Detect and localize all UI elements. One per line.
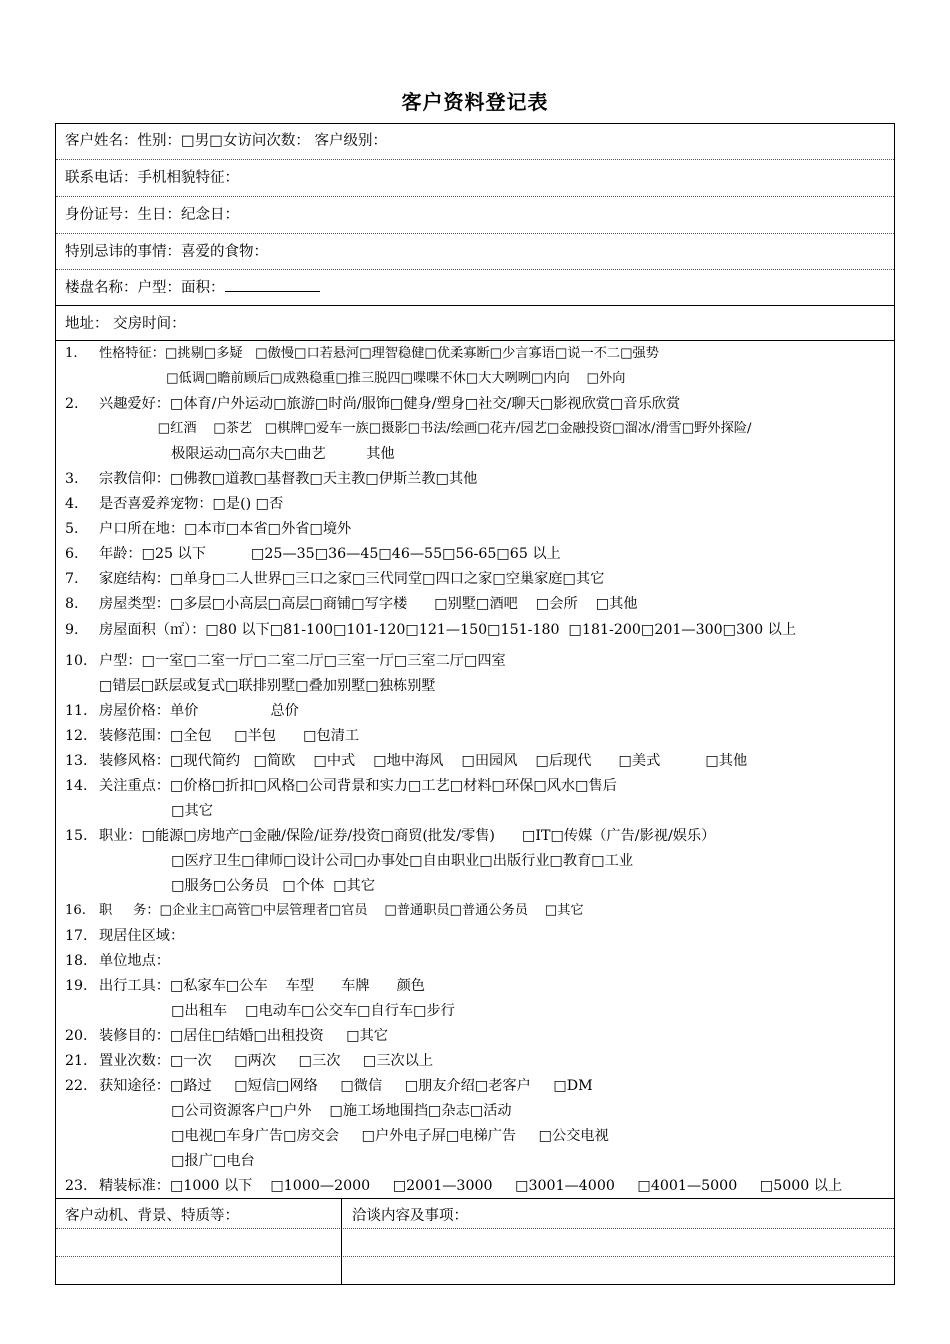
question-text: □低调□瞻前顾后□成熟稳重□推三脱四□喋喋不休□大大咧咧□内向 □外向	[99, 371, 626, 386]
header-row-taboo[interactable]: 特别忌讳的事情：喜爱的食物：	[65, 244, 268, 260]
question-text: 宗教信仰：□佛教□道教□基督教□天主教□伊斯兰教□其他	[99, 471, 478, 487]
question-line[interactable]	[65, 1074, 593, 1098]
question-line[interactable]	[65, 674, 436, 698]
question-text: 性格特征：□挑剔□多疑 □傲慢□口若悬河□理智稳健□优柔寡断□少言寡语□说一不二□强势	[99, 346, 659, 361]
question-line[interactable]	[65, 1124, 609, 1148]
question-line[interactable]	[65, 749, 747, 773]
question-text: 获知途径：□路过 □短信□网络 □微信 □朋友介绍□老客户 □DM	[99, 1078, 593, 1094]
question-text: □其它	[99, 803, 213, 819]
row-divider	[56, 269, 894, 270]
question-text: □电视□车身广告□房交会 □户外电子屏□电梯广告 □公交电视	[99, 1128, 609, 1144]
question-text: 职 务：□企业主□高管□中层管理者□官员 □普通职员□普通公务员 □其它	[99, 903, 584, 918]
question-text: 出行工具：□私家车□公车 车型 车牌 颜色	[99, 978, 425, 994]
question-line[interactable]	[65, 392, 680, 416]
question-text: □出租车 □电动车□公交车□自行车□步行	[99, 1003, 455, 1019]
question-line[interactable]	[65, 999, 455, 1023]
question-number: 3.	[65, 471, 79, 487]
question-line[interactable]	[65, 442, 395, 466]
question-line[interactable]	[65, 517, 351, 541]
question-text: 兴趣爱好：□体育/户外运动□旅游□时尚/服饰□健身/塑身□社交/聊天□影视欣赏□音乐欣赏	[99, 396, 681, 412]
question-number: 10.	[65, 653, 88, 669]
question-number: 19.	[65, 978, 88, 994]
question-line[interactable]	[65, 974, 425, 998]
area-underline[interactable]	[225, 277, 320, 292]
question-text: 户型：□一室□二室一厅□二室二厅□三室一厅□三室二厅□四室	[99, 653, 506, 669]
question-text: 家庭结构：□单身□二人世界□三口之家□三代同堂□四口之家□空巢家庭□其它	[99, 571, 605, 587]
question-text: 精装标准：□1000 以下 □1000—2000 □2001—3000 □3001—4000 □4001—5000 □5000 以上	[99, 1178, 843, 1194]
row-divider	[56, 159, 894, 160]
header-row-name[interactable]: 客户姓名：性别：□男□女访问次数： 客户级别：	[65, 133, 388, 149]
question-number: 6.	[65, 546, 79, 562]
question-number: 8.	[65, 596, 79, 612]
header-row-address[interactable]: 地址： 交房时间：	[65, 316, 186, 332]
notes-line	[56, 1228, 894, 1229]
question-line[interactable]	[65, 542, 561, 566]
question-text: 是否喜爱养宠物：□是() □否	[99, 496, 284, 512]
row-divider	[56, 340, 894, 341]
question-line[interactable]	[65, 699, 299, 723]
question-number: 12.	[65, 728, 88, 744]
question-line[interactable]	[65, 367, 625, 391]
question-text: 职业：□能源□房地产□金融/保险/证券/投资□商贸(批发/零售) □IT□传媒（广告/影视/娱乐）	[99, 828, 716, 844]
question-number: 16.	[65, 903, 86, 918]
question-number: 17.	[65, 928, 88, 944]
question-line[interactable]	[65, 592, 637, 616]
question-line[interactable]	[65, 1099, 512, 1123]
question-text: 装修风格：□现代简约 □简欧 □中式 □地中海风 □田园风 □后现代 □美式 □其他	[99, 753, 748, 769]
question-line[interactable]	[65, 799, 213, 823]
question-number: 4.	[65, 496, 79, 512]
notes-line	[56, 1256, 894, 1257]
negotiation-content-label: 洽谈内容及事项：	[352, 1208, 468, 1224]
form-frame	[55, 123, 895, 1285]
question-line[interactable]	[65, 1174, 842, 1198]
question-line[interactable]	[65, 874, 375, 898]
question-text: 房屋类型：□多层□小高层□高层□商铺□写字楼 □别墅□酒吧 □会所 □其他	[99, 596, 638, 612]
question-line[interactable]	[65, 1149, 255, 1173]
question-line[interactable]	[65, 899, 584, 923]
property-label: 楼盘名称：户型：面积：	[65, 280, 225, 296]
header-row-property[interactable]	[56, 271, 894, 305]
customer-motivation-label: 客户动机、背景、特质等：	[65, 1208, 239, 1224]
question-text: □服务□公务员 □个体 □其它	[99, 878, 376, 894]
form-title: 客户资料登记表	[401, 90, 549, 114]
notes-column-divider	[341, 1198, 342, 1284]
question-text: □错层□跃层或复式□联排别墅□叠加别墅□独栋别墅	[99, 678, 436, 694]
question-text: □医疗卫生□律师□设计公司□办事处□自由职业□出版行业□教育□工业	[99, 853, 634, 869]
question-line[interactable]	[65, 924, 184, 948]
question-number: 15.	[65, 828, 88, 844]
question-text: 单位地点：	[99, 953, 170, 969]
header-row-phone[interactable]: 联系电话：手机相貌特征：	[65, 170, 239, 186]
question-text: 装修目的：□居住□结婚□出租投资 □其它	[99, 1028, 388, 1044]
question-number: 7.	[65, 571, 79, 587]
question-line[interactable]	[65, 1049, 433, 1073]
question-line[interactable]	[65, 649, 506, 673]
question-number: 11.	[65, 703, 88, 719]
question-number: 9.	[65, 622, 79, 638]
question-text: 房屋面积（㎡）：□80 以下□81-100□101-120□121—150□151-180 □181-200□201—300□300 以上	[99, 622, 797, 638]
question-number: 20.	[65, 1028, 88, 1044]
row-divider	[56, 305, 894, 306]
row-divider	[56, 196, 894, 197]
question-line[interactable]	[65, 467, 477, 491]
question-line[interactable]	[65, 949, 170, 973]
question-number: 22.	[65, 1078, 88, 1094]
question-number: 13.	[65, 753, 88, 769]
question-line[interactable]	[65, 824, 715, 848]
question-number: 23.	[65, 1178, 88, 1194]
question-number: 5.	[65, 521, 79, 537]
question-text: □红酒 □茶艺 □棋牌□爱车一族□摄影□书法/绘画□花卉/园艺□金融投资□溜冰/滑雪□野外探险/	[99, 421, 752, 436]
question-line[interactable]	[65, 774, 617, 798]
question-number: 14.	[65, 778, 88, 794]
question-text: 极限运动□高尔夫□曲艺 其他	[99, 446, 395, 462]
question-line[interactable]	[65, 724, 359, 748]
notes-divider	[56, 1198, 894, 1199]
question-text: 户口所在地：□本市□本省□外省□境外	[99, 521, 352, 537]
question-number: 1.	[65, 346, 78, 361]
question-number: 2.	[65, 396, 79, 412]
question-text: 置业次数：□一次 □两次 □三次 □三次以上	[99, 1053, 434, 1069]
question-line[interactable]	[65, 618, 796, 642]
question-number: 21.	[65, 1053, 88, 1069]
header-row-id[interactable]: 身份证号：生日：纪念日：	[65, 207, 239, 223]
question-text: 年龄：□25 以下 □25—35□36—45□46—55□56-65□65 以上	[99, 546, 561, 562]
question-line[interactable]	[65, 567, 604, 591]
question-text: 现居住区域：	[99, 928, 185, 944]
question-text: 关注重点：□价格□折扣□风格□公司背景和实力□工艺□材料□环保□风水□售后	[99, 778, 617, 794]
question-line[interactable]	[65, 492, 283, 516]
row-divider	[56, 233, 894, 234]
question-line[interactable]	[65, 1024, 388, 1048]
question-number: 18.	[65, 953, 88, 969]
question-line[interactable]	[65, 417, 751, 441]
question-text: 房屋价格：单价 总价	[99, 703, 299, 719]
question-text: □报广□电台	[99, 1153, 255, 1169]
question-line[interactable]	[65, 849, 633, 873]
question-text: □公司资源客户□户外 □施工场地围挡□杂志□活动	[99, 1103, 512, 1119]
question-line[interactable]	[65, 342, 659, 366]
question-text: 装修范围：□全包 □半包 □包清工	[99, 728, 360, 744]
